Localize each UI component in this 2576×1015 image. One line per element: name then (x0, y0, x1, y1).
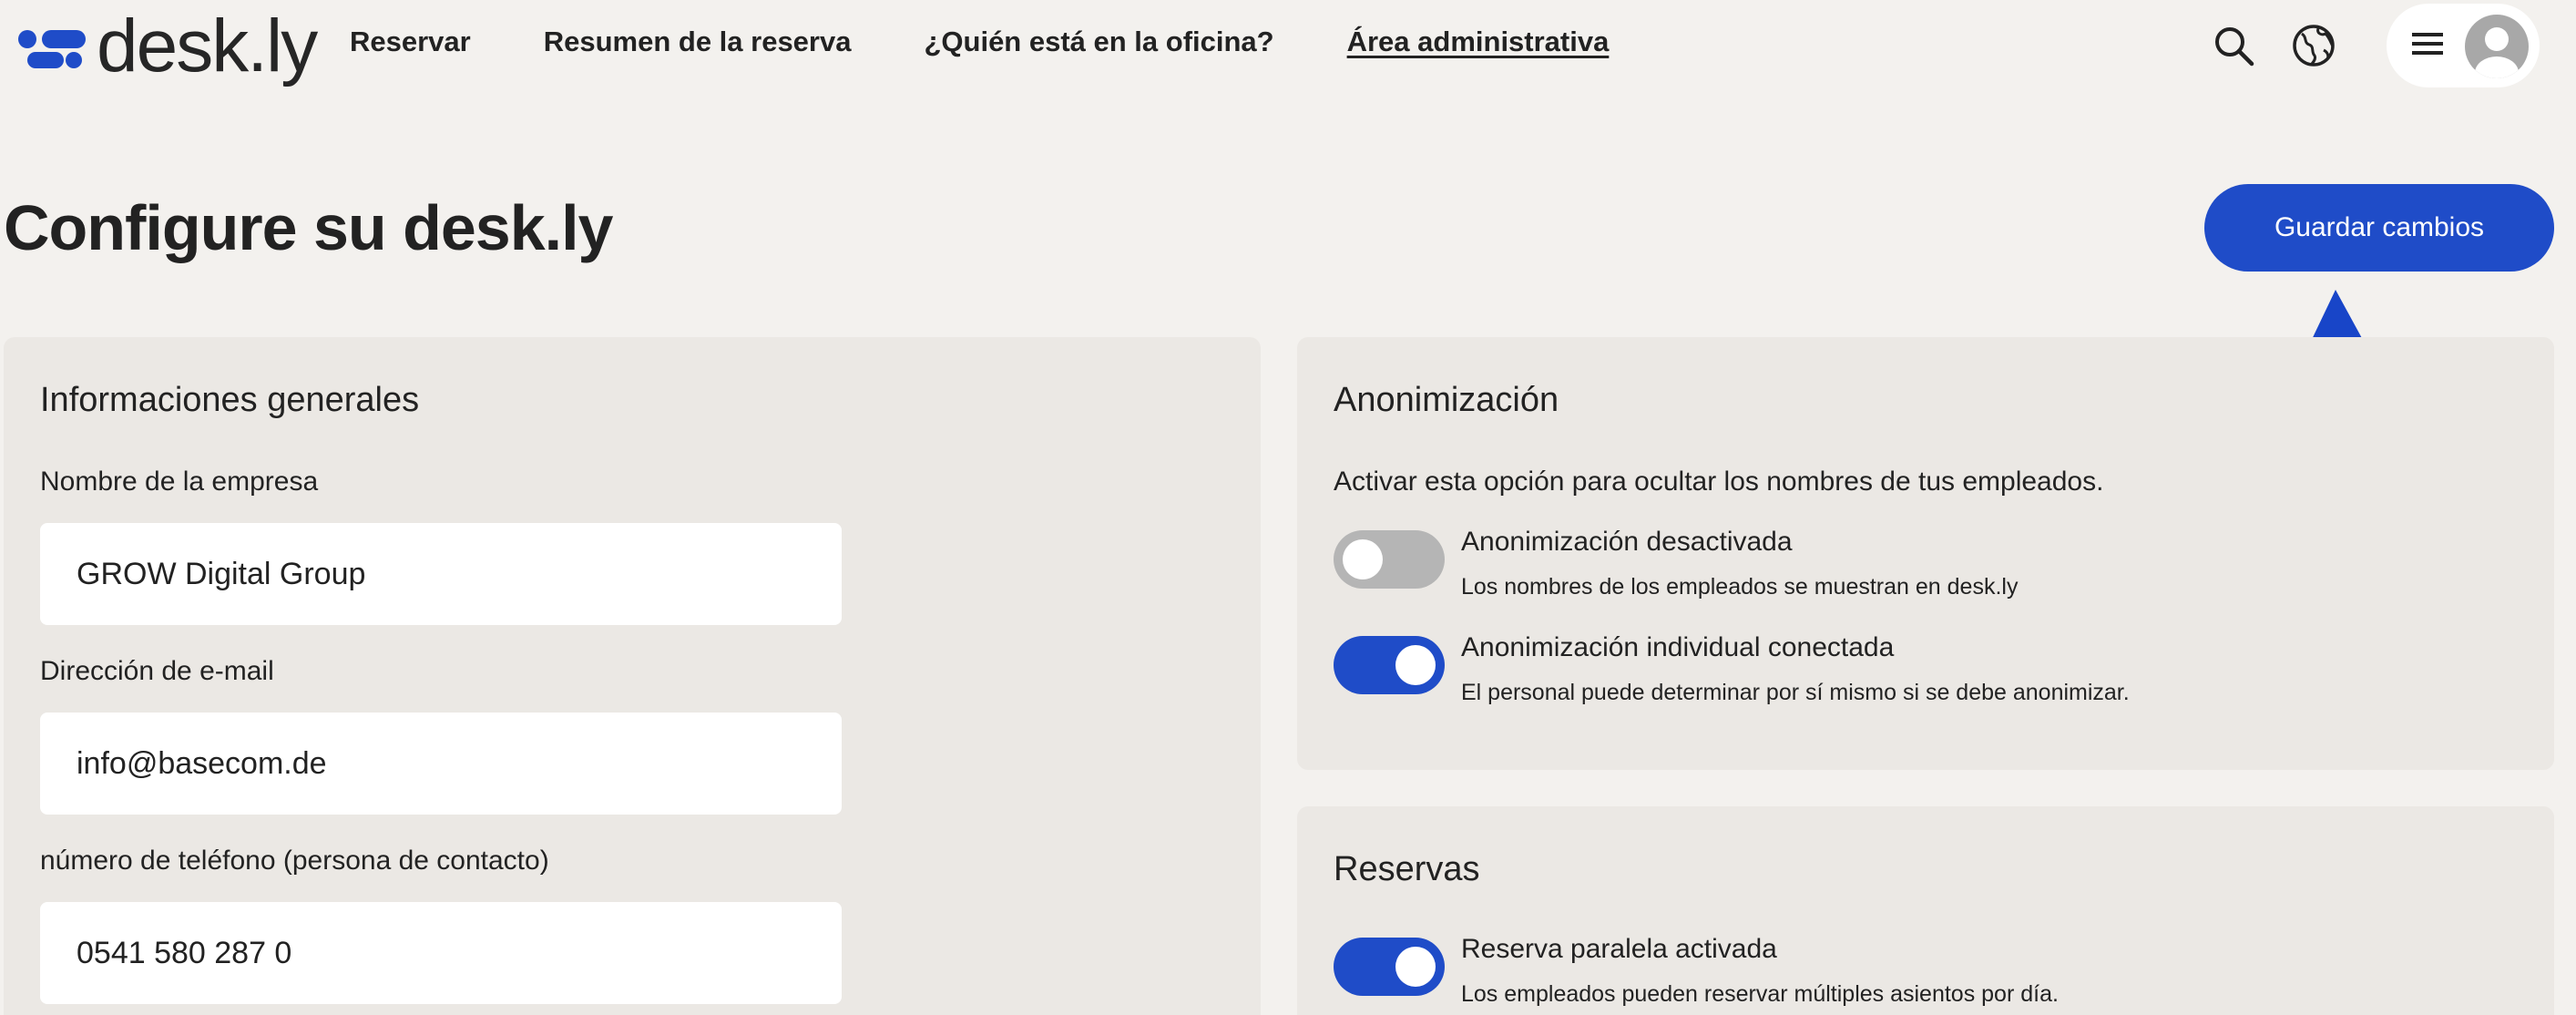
anonymization-individual-toggle[interactable] (1334, 636, 1445, 694)
company-name-label: Nombre de la empresa (40, 466, 319, 497)
anonymization-description: Activar esta opción para ocultar los nombres de tus empleados. (1334, 466, 2104, 497)
hamburger-menu-icon (2412, 31, 2443, 61)
parallel-reservation-label: Reserva paralela activada (1461, 934, 1777, 964)
anonymization-title: Anonimización (1334, 381, 1559, 419)
user-menu-button[interactable] (2387, 4, 2540, 87)
general-info-panel (4, 337, 1261, 1015)
save-changes-button[interactable]: Guardar cambios (2204, 184, 2554, 272)
reservations-panel (1297, 806, 2554, 1015)
parallel-reservation-sub: Los empleados pueden reservar múltiples asientos por día. (1461, 981, 2059, 1007)
email-label: Dirección de e-mail (40, 656, 274, 686)
globe-icon[interactable] (2288, 20, 2339, 71)
anonymization-off-sub: Los nombres de los empleados se muestran en desk.ly (1461, 574, 2019, 600)
anonymization-individual-label: Anonimización individual conectada (1461, 632, 1895, 662)
search-icon[interactable] (2208, 20, 2259, 71)
desk-ly-logo[interactable] (16, 5, 316, 87)
reservations-title: Reservas (1334, 850, 1480, 888)
anonymization-individual-sub: El personal puede determinar por sí mismo si se debe anonimizar. (1461, 680, 2130, 705)
logo-mark-icon (16, 26, 87, 67)
logo-wordmark: desk.ly (97, 5, 317, 87)
general-info-title: Informaciones generales (40, 381, 420, 419)
nav-item-area-administrativa[interactable]: Área administrativa (1346, 26, 1610, 57)
anonymization-panel (1297, 337, 2554, 770)
main-nav (350, 26, 1609, 58)
page-title: Configure su desk.ly (4, 192, 613, 263)
email-input[interactable] (40, 713, 842, 815)
phone-label: número de teléfono (persona de contacto) (40, 846, 549, 876)
parallel-reservation-toggle[interactable] (1334, 938, 1445, 996)
company-name-input[interactable] (40, 523, 842, 625)
top-navigation-bar (0, 0, 2576, 91)
anonymization-off-toggle[interactable] (1334, 530, 1445, 589)
nav-item-resumen-reserva[interactable]: Resumen de la reserva (543, 26, 852, 57)
nav-item-reservar[interactable]: Reservar (350, 26, 471, 57)
anonymization-off-label: Anonimización desactivada (1461, 527, 1793, 557)
user-avatar-icon (2465, 15, 2529, 78)
phone-input[interactable] (40, 902, 842, 1004)
nav-item-quien-en-oficina[interactable]: ¿Quién está en la oficina? (924, 26, 1274, 57)
